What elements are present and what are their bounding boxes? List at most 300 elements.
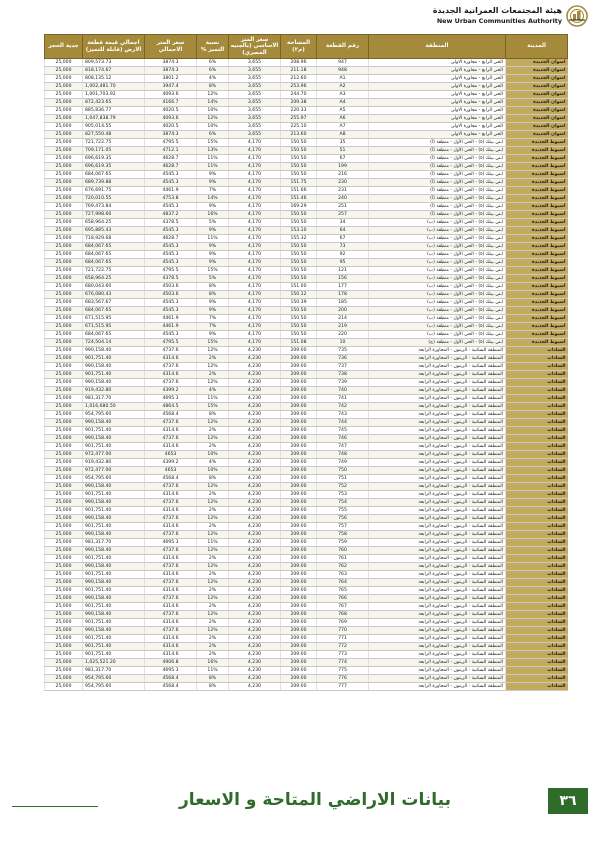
table-cell: 209.00: [281, 627, 317, 635]
table-cell: 4737.6: [145, 483, 197, 491]
table-cell: 741: [317, 395, 369, 403]
table-row: [45, 179, 568, 187]
table-cell: السادات: [506, 659, 568, 667]
table-cell: المنطقة السكنية - الزيتون - المجاورة الرابعة: [369, 403, 506, 411]
table-cell: 3,655: [229, 91, 281, 99]
table-cell: 4864.5: [145, 403, 197, 411]
table-row: [45, 683, 568, 691]
table-cell: السادات: [506, 675, 568, 683]
table-cell: 209.00: [281, 619, 317, 627]
table-cell: 5%: [197, 219, 229, 227]
table-cell: 4695.3: [145, 539, 197, 547]
table-cell: 718,929.68: [83, 235, 145, 243]
table-cell: 4,230: [229, 555, 281, 563]
table-cell: 25,000: [45, 451, 83, 459]
table-cell: 981,317.70: [83, 667, 145, 675]
table-cell: 4,170: [229, 275, 281, 283]
table-cell: 25,000: [45, 131, 83, 139]
table-cell: 244.70: [281, 91, 317, 99]
table-row: [45, 563, 568, 571]
table-cell: ابني بيتك (٥) - الحي الأول - منطقة (أ): [369, 203, 506, 211]
table-cell: 4,170: [229, 299, 281, 307]
table-cell: أسيوط الجديدة: [506, 315, 568, 323]
table-cell: 25,000: [45, 603, 83, 611]
table-cell: المنطقة السكنية - الزيتون - المجاورة الرابعة: [369, 675, 506, 683]
table-cell: ابني بيتك (٥) - الحي الأول - منطقة (أ): [369, 187, 506, 195]
table-cell: السادات: [506, 635, 568, 643]
table-cell: 4,230: [229, 675, 281, 683]
table-cell: السادات: [506, 515, 568, 523]
table-row: [45, 323, 568, 331]
table-cell: 4,170: [229, 339, 281, 347]
table-cell: 901,751.40: [83, 523, 145, 531]
table-cell: 209.00: [281, 395, 317, 403]
table-cell: 763: [317, 571, 369, 579]
table-cell: 4737.6: [145, 435, 197, 443]
table-row: [45, 371, 568, 379]
table-cell: 4,230: [229, 627, 281, 635]
table-row: [45, 75, 568, 83]
table-cell: 3947.4: [145, 83, 197, 91]
table-cell: 990,158.40: [83, 579, 145, 587]
table-row: [45, 251, 568, 259]
table-cell: 1,016,680.50: [83, 403, 145, 411]
table-cell: 4503.6: [145, 291, 197, 299]
table-cell: 178: [317, 291, 369, 299]
land-prices-table-container: [44, 34, 567, 789]
table-cell: 12%: [197, 531, 229, 539]
table-row: [45, 243, 568, 251]
table-cell: 4,170: [229, 267, 281, 275]
table-cell: ابني بيتك (٥) - الحي الأول - منطقة (أ): [369, 155, 506, 163]
table-cell: ابني بيتك (٥) - الحي الأول - منطقة (أ): [369, 195, 506, 203]
table-cell: أسيوط الجديدة: [506, 307, 568, 315]
table-cell: 25,000: [45, 347, 83, 355]
table-cell: 4737.6: [145, 499, 197, 507]
table-cell: 761: [317, 555, 369, 563]
table-cell: 151.75: [281, 179, 317, 187]
table-cell: 4,230: [229, 347, 281, 355]
table-row: [45, 515, 568, 523]
table-row: [45, 83, 568, 91]
table-cell: 14%: [197, 99, 229, 107]
table-cell: المنطقة السكنية - الزيتون - المجاورة الرابعة: [369, 539, 506, 547]
table-cell: 4,230: [229, 467, 281, 475]
table-cell: 743: [317, 411, 369, 419]
table-row: [45, 67, 568, 75]
table-cell: 990,158.40: [83, 563, 145, 571]
table-cell: 25,000: [45, 83, 83, 91]
table-cell: السادات: [506, 403, 568, 411]
table-body: [45, 59, 568, 691]
table-cell: 150.39: [281, 299, 317, 307]
table-cell: 219: [317, 323, 369, 331]
table-cell: 7%: [197, 187, 229, 195]
table-cell: 25,000: [45, 531, 83, 539]
table-cell: 11%: [197, 667, 229, 675]
table-cell: 765: [317, 587, 369, 595]
org-name-english: New Urban Communities Authority: [436, 17, 562, 25]
table-cell: 4,170: [229, 331, 281, 339]
table-cell: 25,000: [45, 515, 83, 523]
table-cell: 25,000: [45, 155, 83, 163]
table-cell: 3874.3: [145, 67, 197, 75]
table-cell: 25,000: [45, 363, 83, 371]
table-cell: 25,000: [45, 651, 83, 659]
table-cell: ابني بيتك (٥) - الحي الأول - منطقة (ب): [369, 307, 506, 315]
table-cell: 4,230: [229, 491, 281, 499]
table-cell: 671,515.95: [83, 315, 145, 323]
table-cell: 4695.3: [145, 667, 197, 675]
table-cell: 827,550.48: [83, 131, 145, 139]
table-cell: السادات: [506, 435, 568, 443]
table-cell: 4,230: [229, 507, 281, 515]
table-cell: السادات: [506, 547, 568, 555]
table-row: [45, 347, 568, 355]
table-cell: 150.50: [281, 251, 317, 259]
page-number: ٣٦: [548, 788, 588, 814]
table-cell: 901,751.40: [83, 571, 145, 579]
table-cell: 67: [317, 155, 369, 163]
table-cell: 774: [317, 659, 369, 667]
table-cell: 15%: [197, 267, 229, 275]
table-row: [45, 419, 568, 427]
table-row: [45, 275, 568, 283]
table-row: [45, 403, 568, 411]
table-cell: المنطقة السكنية - الزيتون - المجاورة الرابعة: [369, 579, 506, 587]
table-cell: 684,067.65: [83, 331, 145, 339]
table-cell: 25,000: [45, 259, 83, 267]
table-cell: 4503.6: [145, 283, 197, 291]
table-cell: 150.50: [281, 155, 317, 163]
table-cell: 2%: [197, 507, 229, 515]
table-cell: 4,170: [229, 187, 281, 195]
table-cell: 2%: [197, 635, 229, 643]
table-cell: 4,230: [229, 355, 281, 363]
nuca-logo-icon: [566, 5, 588, 27]
table-cell: 972,477.00: [83, 467, 145, 475]
table-cell: 4378.5: [145, 275, 197, 283]
table-cell: 4314.6: [145, 443, 197, 451]
table-cell: 721,722.75: [83, 267, 145, 275]
table-cell: 150.50: [281, 163, 317, 171]
table-row: [45, 411, 568, 419]
table-row: [45, 219, 568, 227]
table-cell: أسيوط الجديدة: [506, 299, 568, 307]
table-cell: 4314.6: [145, 643, 197, 651]
table-cell: المنطقة السكنية - الزيتون - المجاورة الرابعة: [369, 627, 506, 635]
table-cell: 4399.2: [145, 459, 197, 467]
table-cell: 4795.5: [145, 267, 197, 275]
table-cell: السادات: [506, 371, 568, 379]
table-cell: 25,000: [45, 523, 83, 531]
table-cell: ابني بيتك (٥) - الحي الأول - منطقة (ب): [369, 291, 506, 299]
table-cell: 753: [317, 491, 369, 499]
table-cell: ابني بيتك (٥) - الحي الأول - منطقة (ب): [369, 267, 506, 275]
table-cell: 919,432.80: [83, 459, 145, 467]
table-cell: 751: [317, 475, 369, 483]
table-cell: 954,795.60: [83, 475, 145, 483]
table-cell: 745: [317, 427, 369, 435]
table-cell: 990,158.40: [83, 499, 145, 507]
table-cell: 4653: [145, 451, 197, 459]
table-cell: السادات: [506, 555, 568, 563]
page-header: [0, 0, 600, 32]
table-cell: 25,000: [45, 299, 83, 307]
table-cell: 4,230: [229, 483, 281, 491]
table-row: [45, 339, 568, 347]
table-row: [45, 307, 568, 315]
table-cell: 901,751.40: [83, 427, 145, 435]
table-cell: ابني بيتك (٥) - الحي الأول - منطقة (ب): [369, 283, 506, 291]
table-cell: 25,000: [45, 203, 83, 211]
table-row: [45, 675, 568, 683]
table-cell: 209.38: [281, 99, 317, 107]
table-cell: 73: [317, 243, 369, 251]
table-cell: أسيوط الجديدة: [506, 323, 568, 331]
table-cell: 209.00: [281, 595, 317, 603]
table-cell: ابني بيتك (٥) - الحي الأول - منطقة (ب): [369, 315, 506, 323]
table-cell: السادات: [506, 563, 568, 571]
table-cell: 4545.3: [145, 179, 197, 187]
table-cell: 12%: [197, 419, 229, 427]
table-cell: 990,158.40: [83, 483, 145, 491]
table-cell: 25,000: [45, 67, 83, 75]
table-cell: 51: [317, 147, 369, 155]
table-cell: 762: [317, 563, 369, 571]
table-row: [45, 379, 568, 387]
table-cell: 658,964.25: [83, 219, 145, 227]
table-cell: 25,000: [45, 291, 83, 299]
table-cell: 151.66: [281, 187, 317, 195]
table-cell: 7%: [197, 323, 229, 331]
table-cell: 4737.6: [145, 347, 197, 355]
table-cell: 25,000: [45, 555, 83, 563]
table-row: [45, 627, 568, 635]
table-cell: 808,135.12: [83, 75, 145, 83]
table-cell: اسوان الجديدة: [506, 75, 568, 83]
table-cell: 211.18: [281, 67, 317, 75]
table-cell: الحي الرابع - مجاورة الاولى: [369, 123, 506, 131]
table-cell: 9%: [197, 307, 229, 315]
table-cell: 209.00: [281, 387, 317, 395]
table-row: [45, 579, 568, 587]
table-cell: 676,691.75: [83, 187, 145, 195]
table-cell: 4,170: [229, 203, 281, 211]
table-cell: 8%: [197, 683, 229, 691]
table-cell: 25,000: [45, 107, 83, 115]
table-cell: ابني بيتك (٥) - الحي الأول - منطقة (ب): [369, 251, 506, 259]
table-cell: 25,000: [45, 659, 83, 667]
table-cell: 8%: [197, 411, 229, 419]
table-cell: 720,010.55: [83, 195, 145, 203]
table-cell: 696,619.35: [83, 163, 145, 171]
table-row: [45, 539, 568, 547]
table-cell: 676,080.43: [83, 291, 145, 299]
table-cell: 25,000: [45, 371, 83, 379]
table-cell: 4545.3: [145, 171, 197, 179]
table-cell: 169.29: [281, 203, 317, 211]
table-cell: 990,158.40: [83, 515, 145, 523]
table-cell: 15%: [197, 339, 229, 347]
table-cell: 4314.6: [145, 587, 197, 595]
table-cell: 25,000: [45, 227, 83, 235]
table-cell: أسيوط الجديدة: [506, 283, 568, 291]
table-cell: أسيوط الجديدة: [506, 155, 568, 163]
table-cell: 25,000: [45, 411, 83, 419]
table-cell: 4,230: [229, 619, 281, 627]
table-cell: 209.00: [281, 379, 317, 387]
table-cell: 4545.3: [145, 243, 197, 251]
table-cell: المنطقة السكنية - الزيتون - المجاورة الرابعة: [369, 507, 506, 515]
table-cell: 208.96: [281, 59, 317, 67]
table-cell: 25,000: [45, 443, 83, 451]
table-cell: 209.00: [281, 427, 317, 435]
org-name-arabic: هيئة المجتمعات العمرانية الجديدة: [432, 6, 562, 15]
table-cell: 8%: [197, 675, 229, 683]
table-cell: 990,158.40: [83, 531, 145, 539]
table-cell: 4314.6: [145, 523, 197, 531]
table-cell: أسيوط الجديدة: [506, 187, 568, 195]
table-cell: 150.50: [281, 259, 317, 267]
table-cell: ابني بيتك (٥) - الحي الأول - منطقة (ب): [369, 299, 506, 307]
table-cell: 4,170: [229, 139, 281, 147]
table-cell: السادات: [506, 355, 568, 363]
table-cell: 9%: [197, 331, 229, 339]
table-cell: السادات: [506, 611, 568, 619]
table-row: [45, 523, 568, 531]
table-cell: 150.50: [281, 323, 317, 331]
table-cell: السادات: [506, 419, 568, 427]
table-cell: المنطقة السكنية - الزيتون - المجاورة الرابعة: [369, 419, 506, 427]
table-cell: A2: [317, 83, 369, 91]
table-cell: 231: [317, 187, 369, 195]
table-cell: 740: [317, 387, 369, 395]
table-row: [45, 139, 568, 147]
table-cell: 2%: [197, 651, 229, 659]
table-cell: 251: [317, 203, 369, 211]
table-cell: اسوان الجديدة: [506, 83, 568, 91]
table-cell: 990,158.40: [83, 547, 145, 555]
table-cell: 709,171.05: [83, 147, 145, 155]
table-cell: 25,000: [45, 539, 83, 547]
table-cell: ابني بيتك (٥) - الحي الأول - منطقة (ب): [369, 243, 506, 251]
table-cell: 25,000: [45, 195, 83, 203]
table-cell: 738: [317, 371, 369, 379]
table-cell: المنطقة السكنية - الزيتون - المجاورة الرابعة: [369, 387, 506, 395]
table-cell: 4545.3: [145, 203, 197, 211]
table-cell: 12%: [197, 515, 229, 523]
table-row: [45, 643, 568, 651]
table-row: [45, 195, 568, 203]
table-cell: 25,000: [45, 403, 83, 411]
table-cell: 4906.8: [145, 659, 197, 667]
table-cell: 4,170: [229, 147, 281, 155]
table-cell: 25,000: [45, 595, 83, 603]
table-cell: 8%: [197, 475, 229, 483]
table-cell: السادات: [506, 451, 568, 459]
table-cell: 954,795.60: [83, 411, 145, 419]
table-cell: أسيوط الجديدة: [506, 171, 568, 179]
table-row: [45, 587, 568, 595]
table-cell: 209.00: [281, 419, 317, 427]
table-cell: المنطقة السكنية - الزيتون - المجاورة الرابعة: [369, 347, 506, 355]
table-cell: 10%: [197, 123, 229, 131]
table-cell: 724,504.14: [83, 339, 145, 347]
table-cell: ابني بيتك (٥) - الحي الأول - منطقة (أ): [369, 147, 506, 155]
table-cell: 777: [317, 683, 369, 691]
table-cell: 25,000: [45, 307, 83, 315]
table-row: [45, 227, 568, 235]
table-cell: 4568.4: [145, 683, 197, 691]
table-cell: 25,000: [45, 147, 83, 155]
table-cell: السادات: [506, 651, 568, 659]
table-cell: 3,655: [229, 99, 281, 107]
table-cell: الحي الرابع - مجاورة الاولى: [369, 59, 506, 67]
table-cell: 25,000: [45, 59, 83, 67]
table-cell: 209.00: [281, 571, 317, 579]
table-cell: 25,000: [45, 91, 83, 99]
table-cell: 990,158.40: [83, 595, 145, 603]
table-cell: 2%: [197, 643, 229, 651]
table-row: [45, 427, 568, 435]
table-cell: 25,000: [45, 499, 83, 507]
table-cell: 737: [317, 363, 369, 371]
table-cell: 747: [317, 443, 369, 451]
table-cell: 4378.5: [145, 219, 197, 227]
table-cell: 230: [317, 179, 369, 187]
table-cell: 4,230: [229, 427, 281, 435]
table-cell: 11%: [197, 539, 229, 547]
table-cell: ابني بيتك (٥) - الحي الأول - منطقة (ب): [369, 227, 506, 235]
table-cell: 25,000: [45, 139, 83, 147]
table-cell: 34: [317, 219, 369, 227]
table-cell: اسوان الجديدة: [506, 131, 568, 139]
table-cell: 7%: [197, 315, 229, 323]
table-cell: 2%: [197, 491, 229, 499]
table-cell: 758: [317, 531, 369, 539]
table-cell: 64: [317, 227, 369, 235]
table-cell: 4795.5: [145, 339, 197, 347]
table-cell: السادات: [506, 483, 568, 491]
table-cell: المنطقة السكنية - الزيتون - المجاورة الرابعة: [369, 499, 506, 507]
table-cell: 9%: [197, 299, 229, 307]
table-cell: 6%: [197, 131, 229, 139]
table-cell: 12%: [197, 115, 229, 123]
table-cell: 4399.2: [145, 387, 197, 395]
table-cell: 4,170: [229, 323, 281, 331]
table-row: [45, 187, 568, 195]
table-cell: 25,000: [45, 123, 83, 131]
table-cell: 209.00: [281, 467, 317, 475]
table-cell: 12%: [197, 379, 229, 387]
table-cell: 209.00: [281, 659, 317, 667]
table-cell: 12%: [197, 547, 229, 555]
table-cell: المنطقة السكنية - الزيتون - المجاورة الرابعة: [369, 651, 506, 659]
table-cell: الحي الرابع - مجاورة الاولى: [369, 75, 506, 83]
table-cell: 25,000: [45, 339, 83, 347]
table-cell: 25,000: [45, 355, 83, 363]
table-cell: السادات: [506, 643, 568, 651]
table-row: [45, 491, 568, 499]
table-cell: A7: [317, 123, 369, 131]
table-cell: أسيوط الجديدة: [506, 219, 568, 227]
table-cell: السادات: [506, 443, 568, 451]
table-cell: المنطقة السكنية - الزيتون - المجاورة الرابعة: [369, 619, 506, 627]
table-row: [45, 331, 568, 339]
table-cell: 25,000: [45, 235, 83, 243]
table-cell: 684,067.65: [83, 307, 145, 315]
